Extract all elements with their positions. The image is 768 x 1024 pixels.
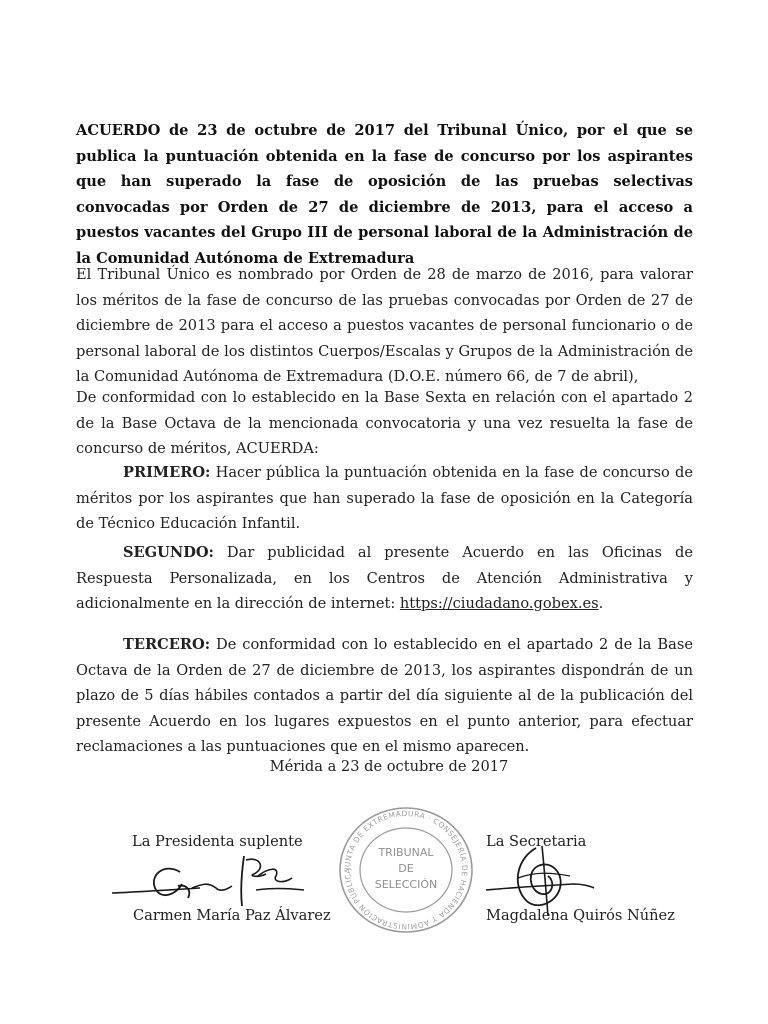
tribunal-stamp bbox=[336, 806, 476, 934]
article-keyword: SEGUNDO: bbox=[123, 544, 214, 561]
document-title: ACUERDO de 23 de octubre de 2017 del Tribunal Único, por el que se publica la puntuación obtenida en la fase de concurso por los aspirantes que han superado la fase de oposición de las pruebas selectivas convocadas por Orden de 27 de diciembre de 2013, para el acceso a puestos vacantes del Grupo III de personal laboral de la Administración de la Comunidad Autónoma de Extremadura bbox=[76, 122, 693, 267]
article-text: Dar publicidad al presente Acuerdo en las Oficinas de Respuesta Personalizada, en los Centros de Atención Administrativa y adicionalmente en la dirección de internet: bbox=[76, 544, 693, 612]
place-date: Mérida a 23 de octubre de 2017 bbox=[269, 758, 509, 775]
article-tercero bbox=[76, 632, 693, 760]
stamp-ring-text: JUNTA DE EXTREMADURA · CONSEJERÍA DE HACIENDA Y ADMINISTRACIÓN PÚBLICA bbox=[342, 808, 470, 932]
secretary-name: Magdalena Quirós Núñez bbox=[486, 907, 675, 924]
article-keyword: TERCERO: bbox=[123, 636, 211, 653]
article-text: Hacer pública la puntuación obtenida en la fase de concurso de méritos por los aspirantes que han superado la fase de oposición en la Categoría de Técnico Educación Infantil. bbox=[76, 464, 693, 532]
article-primero bbox=[76, 460, 693, 537]
president-name: Carmen María Paz Álvarez bbox=[133, 907, 331, 924]
stamp-line-1: TRIBUNAL bbox=[378, 846, 434, 859]
website-link[interactable]: https://ciudadano.gobex.es bbox=[399, 595, 599, 612]
president-signature bbox=[108, 848, 308, 910]
stamp-line-3: SELECCIÓN bbox=[374, 878, 438, 891]
article-text-end: . bbox=[598, 595, 604, 612]
article-keyword: PRIMERO: bbox=[123, 464, 211, 481]
article-segundo bbox=[76, 540, 693, 617]
conformity-paragraph: De conformidad con lo establecido en la Base Sexta en relación con el apartado 2 de la Base Octava de la mencionada convocatoria y una vez resuelta la fase de concurso de méritos, ACUERDA: bbox=[76, 389, 693, 457]
stamp-line-2: DE bbox=[398, 862, 414, 875]
intro-paragraph: El Tribunal Único es nombrado por Orden de 28 de marzo de 2016, para valorar los méritos de la fase de concurso de las pruebas convocadas por Orden de 27 de diciembre de 2013 para el acceso a puestos vacantes de personal funcionario o de personal laboral de los distintos Cuerpos/Escalas y Grupos de la Administración de la Comunidad Autónoma de Extremadura (D.O.E. número 66, de 7 de abril), bbox=[76, 266, 693, 385]
president-role: La Presidenta suplente bbox=[132, 833, 303, 850]
secretary-role: La Secretaria bbox=[486, 833, 587, 850]
article-text: De conformidad con lo establecido en el apartado 2 de la Base Octava de la Orden de 27 de diciembre de 2013, los aspirantes dispondrán de un plazo de 5 días hábiles contados a partir del día siguiente al de la publicación del presente Acuerdo en los lugares expuestos en el punto anterior, para efectuar reclamaciones a las puntuaciones que en el mismo aparecen. bbox=[76, 636, 693, 755]
